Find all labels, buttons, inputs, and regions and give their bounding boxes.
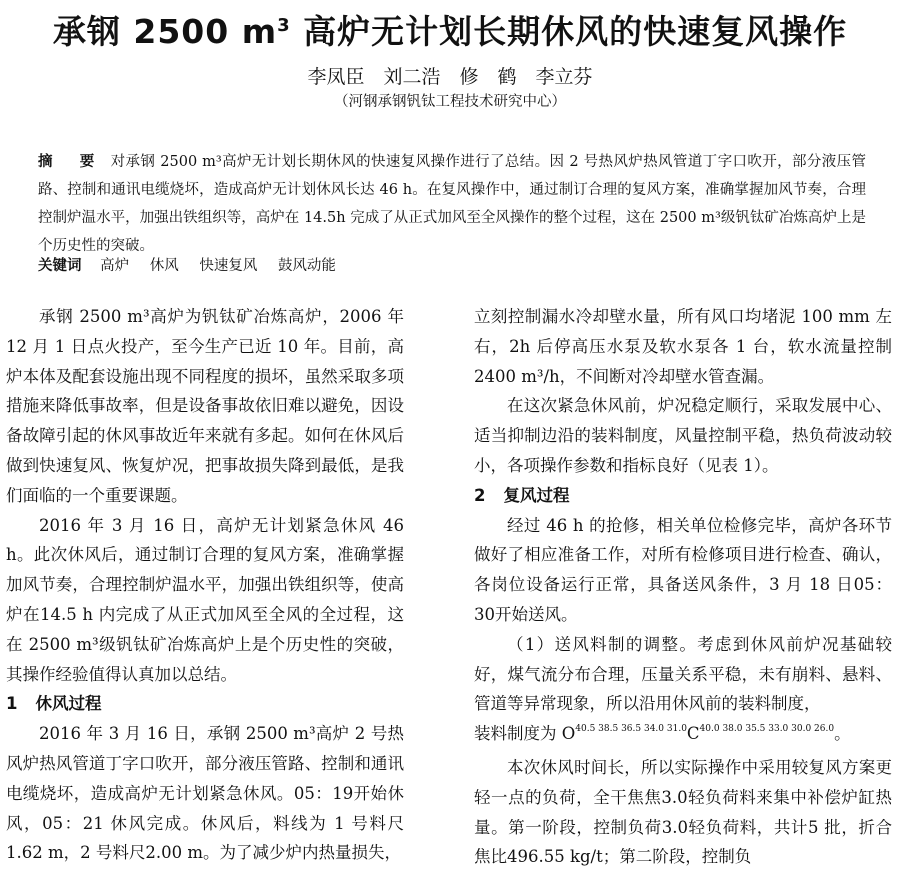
paragraph: 承钢 2500 m³高炉为钒钛矿冶炼高炉，2006 年 12 月 1 日点火投产，至今生产已近 10 年。目前，高炉本体及配套设施出现不同程度的损坏，虽然采取多项措施来降低事故率，但是设备事故依旧难以避免，因设备故障引起的休风事故近年来就有多起。如何在休风后做到快速复风、恢复炉况，把事故损失降到最低，是我们面临的一个重要课题。: [6, 307, 404, 505]
right-column: [474, 302, 892, 872]
paragraph: 在这次紧急休风前，炉况稳定顺行，采取发展中心、适当抑制边沿的装料制度，风量控制平稳，热负荷波动较小，各项操作参数和指标良好（见表 1）。: [474, 396, 892, 475]
section-heading: 1 休风过程: [6, 694, 102, 714]
abstract: [38, 148, 866, 260]
keyword: 高炉: [100, 258, 130, 274]
affiliation: （河钢承钢钒钛工程技术研究中心）: [334, 94, 566, 110]
section-heading: 2 复风过程: [474, 485, 570, 505]
keyword: 鼓风动能: [277, 258, 336, 274]
authors: 李凤臣 刘二浩 修 鹤 李立芬: [307, 66, 593, 88]
keyword: 快速复风: [199, 258, 258, 274]
keywords-label: 关键词: [38, 258, 82, 274]
paragraph: 2016 年 3 月 16 日，承钢 2500 m³高炉 2 号热风炉热风管道丁字口吹开，部分液压管路、控制和通讯电缆烧坏，造成高炉无计划紧急休风。05：19开始休风，05：21 休风完成。休风后，料线为 1 号料尺 1.62 m，2 号料尺2.00 m。为了减少炉内热量损失，: [6, 724, 404, 863]
charging-formula: 装料制度为 $O^{40.5 38.5 36.5 34.0 31.0}C^{40.0 38.0 35.5 33.0 30.0 26.0}$。: [474, 724, 851, 744]
paragraph: 本次休风时间长，所以实际操作中采用较复风方案更轻一点的负荷，全干焦焦3.0轻负荷料来集中补偿炉缸热量。第一阶段，控制负荷3.0轻负荷料，共计5 批，折合焦比496.55 kg/t；第二阶段，控制负: [474, 757, 892, 867]
keywords: [38, 254, 866, 278]
paragraph: 立刻控制漏水冷却壁水量，所有风口均堵泥 100 mm 左右，2h 后停高压水泵及软水泵各 1 台，软水流量控制 2400 m³/h，不间断对冷却壁水管查漏。: [474, 307, 892, 386]
abstract-label: 摘 要: [38, 154, 101, 170]
paragraph: （1）送风料制的调整。考虑到休风前炉况基础较好，煤气流分布合理，压量关系平稳，未有崩料、悬料、管道等异常现象，所以沿用休风前的装料制度，: [474, 634, 892, 714]
paper-title: 承钢 2500 $m^3$ 高炉无计划长期休风的快速复风操作: [52, 12, 848, 51]
abstract-text: 对承钢 2500 m³高炉无计划长期休风的快速复风操作进行了总结。因 2 号热风炉热风管道丁字口吹开，部分液压管路、控制和通讯电缆烧坏，造成高炉无计划休风长达 46 h。在复风操作中，通过制订合理的复风方案，准确掌握加风节奏，合理控制炉温水平，加强出铁组织等，高炉在 14.5h 完成了从正式加风至全风操作的整个过程，这在 2500 m³级钒钛矿冶炼高炉上是个历史性的突破。: [38, 154, 867, 254]
paragraph: 经过 46 h 的抢修，相关单位检修完毕，高炉各环节做好了相应准备工作，对所有检修项目进行检查、确认，各岗位设备运行正常，具备送风条件，3 月 18 日05：30开始送风。: [474, 515, 892, 624]
left-column: [6, 302, 404, 868]
paragraph: 2016 年 3 月 16 日，高炉无计划紧急休风 46 h。此次休风后，通过制订合理的复风方案，准确掌握加风节奏，合理控制炉温水平，加强出铁组织等，使高炉在14.5 h 内完成了从正式加风至全风的全过程，这在 2500 m³级钒钛矿冶炼高炉上是个历史性的突破，其操作经验值得认真加以总结。: [6, 515, 404, 684]
keyword: 休风: [149, 258, 179, 274]
